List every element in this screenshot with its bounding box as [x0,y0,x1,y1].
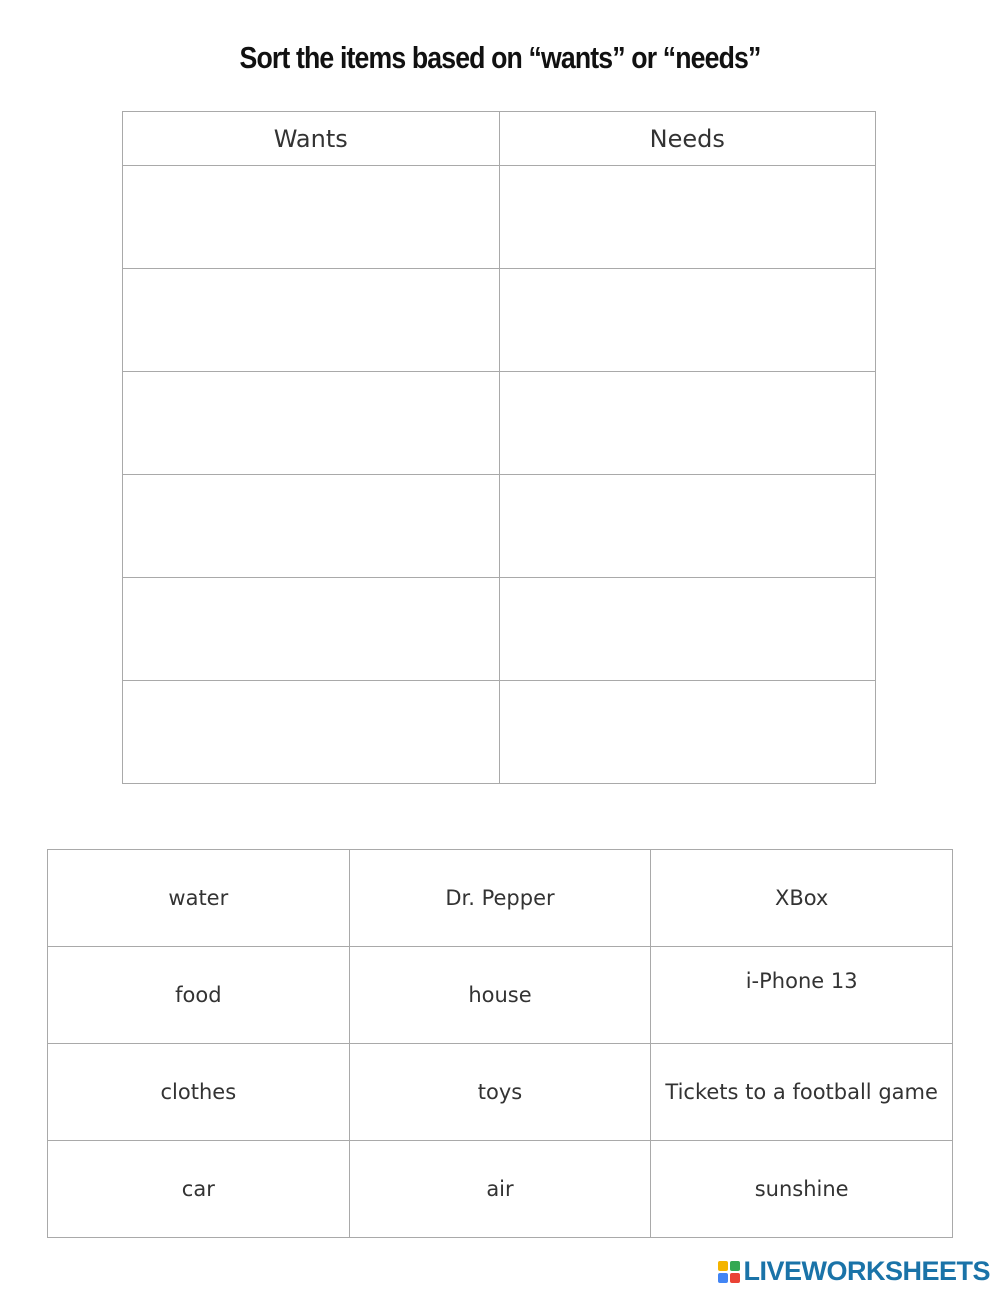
brand-name: LIVEWORKSHEETS [743,1256,990,1286]
wants-drop-slot[interactable] [123,166,500,269]
items-row [48,1141,953,1238]
sort-table-header-row [123,112,876,166]
draggable-item-iphone[interactable]: i-Phone 13 [651,947,953,1044]
sort-row [123,681,876,784]
sort-row [123,475,876,578]
wants-drop-slot[interactable] [123,269,500,372]
draggable-item-toys[interactable]: toys [349,1044,651,1141]
sort-row [123,269,876,372]
sort-table [122,111,876,784]
needs-drop-slot[interactable] [499,475,876,578]
wants-drop-slot[interactable] [123,578,500,681]
draggable-item-car[interactable]: car [48,1141,350,1238]
draggable-item-xbox[interactable]: XBox [651,850,953,947]
sort-row [123,578,876,681]
liveworksheets-brand [718,1256,990,1287]
items-row [48,850,953,947]
wants-column-header: Wants [123,112,500,166]
draggable-item-water[interactable]: water [48,850,350,947]
draggable-item-dr-pepper[interactable]: Dr. Pepper [349,850,651,947]
needs-column-header: Needs [499,112,876,166]
items-bank [47,849,953,1238]
draggable-item-house[interactable]: house [349,947,651,1044]
items-row [48,947,953,1044]
draggable-item-air[interactable]: air [349,1141,651,1238]
draggable-item-football-tickets[interactable]: Tickets to a football game [651,1044,953,1141]
wants-drop-slot[interactable] [123,681,500,784]
draggable-item-food[interactable]: food [48,947,350,1044]
wants-drop-slot[interactable] [123,372,500,475]
sort-row [123,372,876,475]
needs-drop-slot[interactable] [499,372,876,475]
liveworksheets-logo-icon [718,1261,740,1283]
items-row [48,1044,953,1141]
needs-drop-slot[interactable] [499,578,876,681]
worksheet-title: Sort the items based on “wants” or “needs” [239,40,761,75]
draggable-item-sunshine[interactable]: sunshine [651,1141,953,1238]
needs-drop-slot[interactable] [499,269,876,372]
needs-drop-slot[interactable] [499,681,876,784]
draggable-item-clothes[interactable]: clothes [48,1044,350,1141]
sort-row [123,166,876,269]
needs-drop-slot[interactable] [499,166,876,269]
wants-drop-slot[interactable] [123,475,500,578]
